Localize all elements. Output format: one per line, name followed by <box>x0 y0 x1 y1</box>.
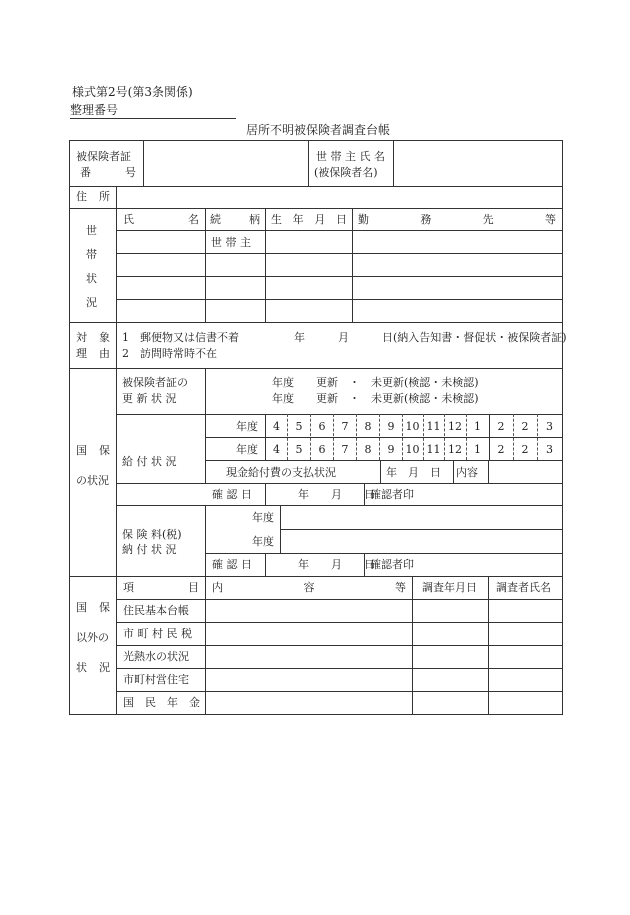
other-section-label-2: 以外の <box>76 631 109 644</box>
premium-status-label-2: 納 付 状 況 <box>122 543 177 556</box>
month-cell: 12 <box>448 443 462 456</box>
column-birthdate-header: 生 年 月 日 <box>271 213 347 226</box>
household-section-char-1: 世 <box>86 224 97 237</box>
insured-number-label: 被保険者証 <box>76 150 131 163</box>
month-cell: 11 <box>426 443 441 456</box>
cash-payment-content-label: 内容 <box>456 466 478 479</box>
household-head-name-label: 世 帯 主 氏 名 <box>316 150 385 163</box>
household-head-relation: 世 帯 主 <box>211 236 251 249</box>
form-title: 居所不明被保険者調査台帳 <box>246 123 391 137</box>
month-cell: 2 <box>521 443 529 456</box>
confirmer-seal-label: 確認者印 <box>370 488 414 501</box>
nhi-section-label-1: 国 保 <box>76 444 110 457</box>
premium-year-1: 年度 <box>252 511 274 524</box>
column-name-header: 氏 名 <box>123 213 199 226</box>
address-field[interactable] <box>117 187 562 207</box>
insured-number-field[interactable] <box>144 141 307 185</box>
month-cell: 9 <box>387 420 395 433</box>
month-cell: 4 <box>273 420 280 433</box>
cash-payment-label: 現金給付費の支払状況 <box>226 466 336 479</box>
serial-number-label: 整理番号 <box>70 103 119 117</box>
benefit-year-1: 年度 <box>236 420 258 433</box>
other-section-label-3: 状 況 <box>76 661 110 674</box>
other-section-label-1: 国 保 <box>76 601 110 614</box>
premium-status-label: 保 険 料(税) <box>122 528 182 541</box>
column-survey-date-header: 調査年月日 <box>422 581 477 594</box>
confirm-date-value-2: 年 月 日 <box>298 558 375 571</box>
insured-number-label-2: 番 号 <box>80 166 136 179</box>
household-head-name-field[interactable] <box>394 141 562 185</box>
cash-payment-date: 年 月 日 <box>386 466 441 479</box>
month-cell: 11 <box>426 420 441 433</box>
form-style-number: 様式第2号(第3条関係) <box>72 85 193 99</box>
month-cell: 2 <box>497 420 505 433</box>
month-cell: 1 <box>474 443 481 456</box>
address-label: 住 所 <box>76 190 110 203</box>
column-content-header: 内 容 等 <box>212 581 406 594</box>
household-head-name-label-2: (被保険者名) <box>314 166 378 179</box>
reason-item-mail: 1 郵便物又は信書不着 年 月 日(納入告知書・督促状・被保険者証) <box>122 331 567 344</box>
month-cell: 3 <box>546 443 553 456</box>
renewal-row-1: 年度 更新 ・ 未更新(検認・未検認) <box>272 376 479 389</box>
month-cell: 2 <box>497 443 505 456</box>
reason-label-2: 理 由 <box>76 347 110 360</box>
other-row-label: 光熱水の状況 <box>123 650 189 663</box>
other-row-label: 市町村営住宅 <box>123 673 189 686</box>
column-workplace-header: 勤 務 先 等 <box>358 213 556 226</box>
month-cell: 6 <box>318 420 326 433</box>
column-surveyor-header: 調査者氏名 <box>496 581 551 594</box>
confirm-date-value: 年 月 日 <box>298 488 375 501</box>
month-cell: 5 <box>295 420 303 433</box>
month-cell: 10 <box>405 420 420 433</box>
month-cell: 12 <box>448 420 462 433</box>
column-relation-header: 続 柄 <box>210 213 260 226</box>
month-cell: 7 <box>341 443 349 456</box>
month-cell: 4 <box>273 443 280 456</box>
confirmer-seal-label-2: 確認者印 <box>370 558 414 571</box>
other-row-label: 国 民 年 金 <box>123 696 200 709</box>
month-cell: 3 <box>546 420 553 433</box>
serial-number-underline <box>70 118 236 119</box>
other-row-label: 住民基本台帳 <box>123 604 189 617</box>
premium-year-2: 年度 <box>252 535 274 548</box>
benefit-year-2: 年度 <box>236 443 258 456</box>
nhi-section-label-2: の状況 <box>76 474 109 487</box>
reason-item-absent: 2 訪問時常時不在 <box>122 347 217 360</box>
month-cell: 8 <box>364 420 372 433</box>
month-cell: 6 <box>318 443 326 456</box>
column-item-header: 項 目 <box>123 581 199 594</box>
month-cell: 2 <box>521 420 529 433</box>
household-section-char-2: 帯 <box>86 248 97 261</box>
benefit-status-label: 給 付 状 況 <box>122 455 177 468</box>
renewal-status-label: 被保険者証の <box>122 376 188 389</box>
month-cell: 1 <box>474 420 481 433</box>
confirm-date-label-2: 確 認 日 <box>212 558 252 571</box>
month-cell: 9 <box>387 443 395 456</box>
renewal-status-label-2: 更 新 状 況 <box>122 392 177 405</box>
other-row-label: 市 町 村 民 税 <box>123 627 192 640</box>
month-cell: 8 <box>364 443 372 456</box>
month-cell: 7 <box>341 420 349 433</box>
household-section-char-4: 況 <box>86 296 97 309</box>
confirm-date-label: 確 認 日 <box>212 488 252 501</box>
month-cell: 10 <box>405 443 420 456</box>
renewal-row-2: 年度 更新 ・ 未更新(検認・未検認) <box>272 392 479 405</box>
household-section-char-3: 状 <box>86 272 97 285</box>
reason-label-1: 対 象 <box>76 331 110 344</box>
month-cell: 5 <box>295 443 303 456</box>
